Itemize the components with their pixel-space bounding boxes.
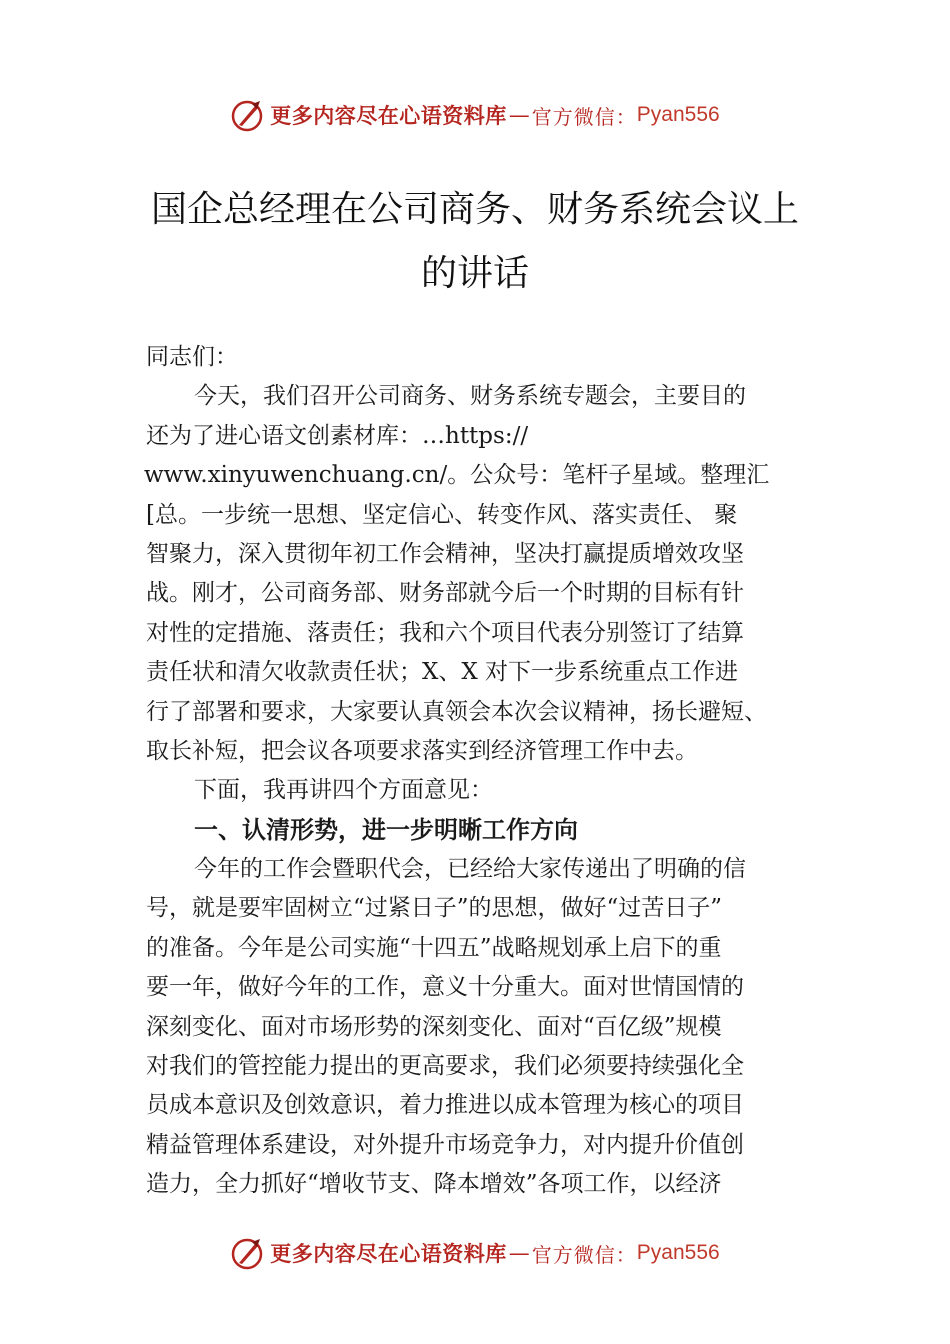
greeting: 同志们： [146,344,238,370]
wechat-label: 官方微信： [531,1242,637,1267]
wechat-account: Pyan556 [636,103,720,126]
wechat-account: Pyan556 [636,1241,720,1264]
paragraph-line: 下面，我再讲四个方面意见： [194,777,493,804]
paragraph-line: 深刻变化、面对市场形势的深刻变化、面对“百亿级”规模 [146,1013,722,1040]
separator-dash: — [508,103,530,127]
paragraph-line: 造力，全力抓好“增收节支、降本增效”各项工作，以经济 [146,1171,722,1198]
paragraph-line: 员成本意识及创效意识，着力推进以成本管理为核心的项目 [146,1092,744,1119]
paragraph-line: 要一年，做好今年的工作，意义十分重大。面对世情国情的 [146,974,744,1001]
title-line-1: 国企总经理在公司商务、财务系统会议上 [150,189,799,230]
paragraph-line: 号，就是要牢固树立“过紧日子”的思想，做好“过苦日子” [146,895,723,922]
header-banner [0,95,950,135]
paragraph-line: 对我们的管控能力提出的更高要求，我们必须要持续强化全 [146,1053,744,1080]
paragraph-line: 责任状和清欠收款责任状；X、X 对下一步系统重点工作进 [146,659,739,686]
quill-pen-logo-icon [230,1236,264,1270]
title-line-2: 的讲话 [420,253,529,294]
paragraph-line: 战。刚才，公司商务部、财务部就今后一个时期的目标有针 [146,580,744,607]
footer-banner [0,1233,950,1273]
paragraph-line: 行了部署和要求，大家要认真领会本次会议精神，扬长避短、 [146,698,767,725]
paragraph-line: 今天，我们召开公司商务、财务系统专题会，主要目的 [194,383,746,410]
paragraph-line: 智聚力，深入贯彻年初工作会精神，坚决打赢提质增效攻坚 [146,540,744,567]
promo-text: 更多内容尽在心语资料库 [270,1241,507,1266]
paragraph-line: 取长补短，把会议各项要求落实到经济管理工作中去。 [146,737,698,764]
promo-text: 更多内容尽在心语资料库 [270,103,507,128]
paragraph-line: 精益管理体系建设，对外提升市场竞争力，对内提升价值创 [146,1131,744,1158]
paragraph-line: 对性的定措施、落责任；我和六个项目代表分别签订了结算 [146,619,744,646]
document-body [146,338,811,1205]
paragraph-line: 还为了进心语文创素材库：…https:// [146,422,529,449]
quill-pen-logo-icon [230,98,264,132]
wechat-label: 官方微信： [531,104,637,129]
section-heading: 一、认清形势，进一步明晰工作方向 [194,815,578,844]
paragraph-line: 今年的工作会暨职代会，已经给大家传递出了明确的信 [194,856,746,883]
paragraph-line: [总。一步统一思想、坚定信心、转变作风、落实责任、 聚 [146,501,738,528]
document-title [120,178,830,306]
paragraph-line: 的准备。今年是公司实施“十四五”战略规划承上启下的重 [146,934,722,961]
paragraph-line: www.xinyuwenchuang.cn/。公众号：笔杆子星域。整理汇 [144,462,770,489]
separator-dash: — [508,1241,530,1265]
